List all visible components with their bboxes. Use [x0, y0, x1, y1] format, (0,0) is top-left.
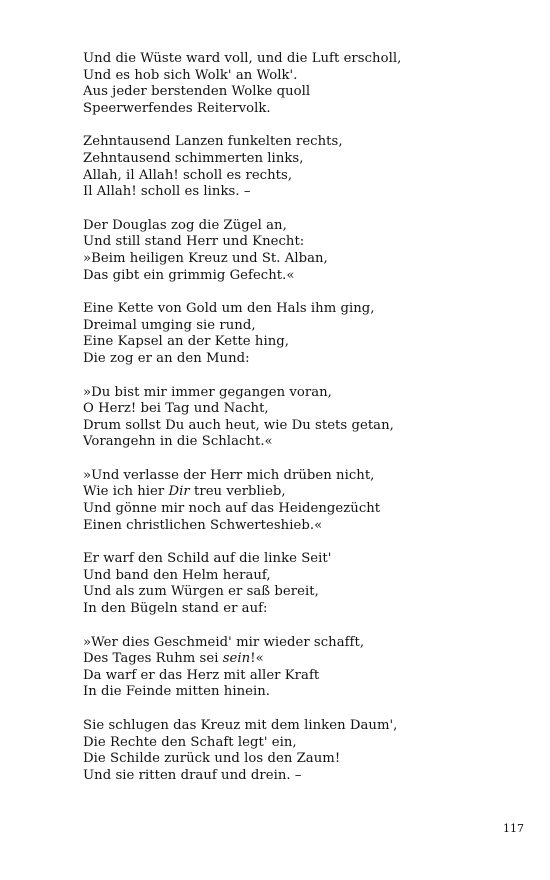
verse-line: Da warf er das Herz mit aller Kraft	[83, 667, 320, 683]
stanza-8	[83, 635, 523, 701]
verse-line: Sie schlugen das Kreuz mit dem linken Daum',	[83, 718, 398, 733]
verse-line: O Herz! bei Tag und Nacht,	[83, 401, 269, 417]
verse-line	[83, 651, 523, 668]
stanza-3	[83, 218, 523, 284]
stanza-2	[83, 134, 523, 200]
verse-line: Eine Kette von Gold um den Hals ihm ging,	[83, 301, 375, 317]
stanza-6	[83, 468, 523, 534]
verse-line: Und es hob sich Wolk' an Wolk'.	[83, 67, 298, 83]
stanza-4	[83, 301, 523, 367]
verse-line: »Beim heiligen Kreuz und St. Alban,	[83, 250, 328, 266]
verse-line: Drum sollst Du auch heut, wie Du stets getan,	[83, 417, 394, 433]
verse-line: Zehntausend Lanzen funkelten rechts,	[83, 134, 343, 150]
stanza-1	[83, 51, 523, 117]
verse-segment: !«	[250, 651, 264, 667]
verse-line: Zehntausend schimmerten links,	[83, 150, 304, 166]
verse-line: Und band den Helm herauf,	[83, 567, 271, 583]
verse-line: Speerwerfendes Reitervolk.	[83, 100, 271, 116]
verse-line: Die zog er an den Mund:	[83, 350, 250, 366]
verse-line: Allah, il Allah! scholl es rechts,	[83, 167, 293, 183]
verse-line: Die Rechte den Schaft legt' ein,	[83, 734, 297, 750]
verse-line: Vorangehn in die Schlacht.«	[83, 434, 273, 450]
verse-line: Die Schilde zurück und los den Zaum!	[83, 751, 341, 767]
verse-line: Und sie ritten drauf und drein. –	[83, 767, 302, 783]
verse-segment: Des Tages Ruhm sei	[83, 651, 223, 667]
verse-line: »Wer dies Geschmeid' mir wieder schafft,	[83, 634, 365, 650]
stanza-5	[83, 385, 523, 451]
verse-line: Eine Kapsel an der Kette hing,	[83, 334, 289, 350]
verse-line	[83, 484, 523, 501]
verse-line: »Du bist mir immer gegangen voran,	[83, 384, 332, 400]
verse-line: In den Bügeln stand er auf:	[83, 601, 268, 617]
verse-line: Er warf den Schild auf die linke Seit'	[83, 551, 332, 567]
verse-segment: treu verblieb,	[189, 484, 286, 500]
verse-line: Dreimal umging sie rund,	[83, 317, 256, 333]
verse-line: Und gönne mir noch auf das Heidengezücht	[83, 501, 381, 517]
stanza-9	[83, 718, 523, 784]
verse-line: Aus jeder berstenden Wolke quoll	[83, 84, 311, 100]
verse-line: Und still stand Herr und Knecht:	[83, 234, 305, 250]
stanza-7	[83, 551, 523, 617]
verse-line: Und als zum Würgen er saß bereit,	[83, 584, 319, 600]
verse-line: Das gibt ein grimmig Gefecht.«	[83, 267, 295, 283]
verse-line: Il Allah! scholl es links. –	[83, 184, 251, 200]
verse-line: Und die Wüste ward voll, und die Luft erscholl,	[83, 51, 402, 66]
poem-text	[83, 51, 523, 801]
verse-segment: Wie ich hier	[83, 484, 169, 500]
italic-emphasis: Dir	[168, 484, 190, 500]
verse-line: Der Douglas zog die Zügel an,	[83, 217, 287, 233]
verse-line: In die Feinde mitten hinein.	[83, 684, 271, 700]
page-number: 117	[503, 822, 524, 835]
italic-emphasis: sein	[222, 651, 251, 667]
verse-line: »Und verlasse der Herr mich drüben nicht,	[83, 467, 375, 483]
verse-line: Einen christlichen Schwerteshieb.«	[83, 517, 323, 533]
